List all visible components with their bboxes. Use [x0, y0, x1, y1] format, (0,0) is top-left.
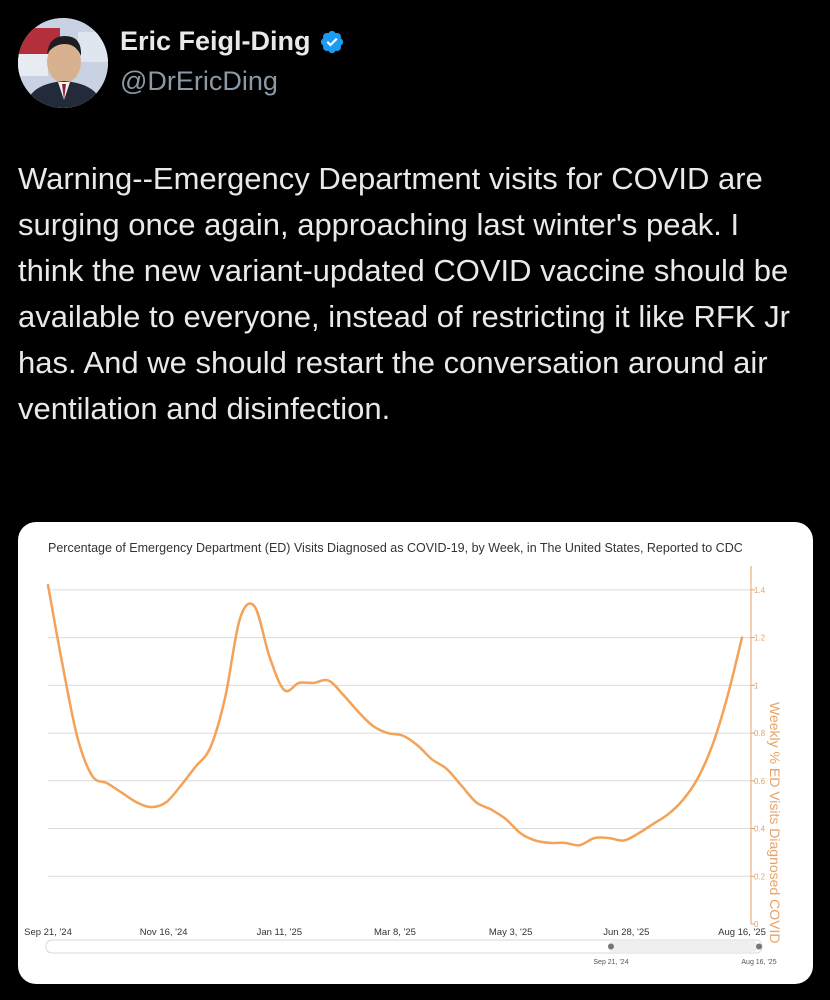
x-tick-label: Nov 16, '24: [139, 927, 188, 938]
y-tick-label: 0.2: [754, 872, 766, 882]
range-slider-end-handle[interactable]: [756, 944, 762, 950]
tweet-text: Warning--Emergency Department visits for COVID are surging once again, approaching last winter's peak. I think the new variant-updated COVID vaccine should be available to everyone, instead of restricting it like RFK Jr has. And we should restart the conversation around air ventilation and disinfection.: [18, 161, 790, 426]
avatar-photo: [18, 18, 108, 108]
range-end-label: Aug 16, '25: [741, 959, 777, 966]
x-tick-label: Aug 16, '25: [718, 927, 766, 938]
y-tick-label: 0.8: [754, 729, 766, 739]
x-tick-label: Jan 11, '25: [256, 927, 303, 938]
series-line: [48, 585, 742, 845]
range-start-label: Sep 21, '24: [593, 959, 629, 966]
y-axis-label: Weekly % ED Visits Diagnosed COVID: [767, 702, 783, 944]
author-name[interactable]: Eric Feigl-Ding: [120, 26, 311, 56]
chart-title: Percentage of Emergency Department (ED) Visits Diagnosed as COVID-19, by Week, in The United States, Reported to CDC: [48, 541, 743, 555]
range-slider-selection[interactable]: [608, 941, 758, 952]
x-tick-label: May 3, '25: [488, 927, 533, 938]
y-tick-label: 0: [754, 920, 759, 929]
ed-visits-chart: [18, 522, 813, 984]
y-tick-label: 1.4: [754, 585, 766, 595]
y-tick-label: 0.6: [754, 776, 766, 786]
author-handle[interactable]: @DrEricDing: [120, 66, 278, 96]
y-tick-label: 0.4: [754, 824, 766, 834]
range-slider-start-handle[interactable]: [608, 944, 614, 950]
avatar[interactable]: [18, 18, 108, 108]
x-tick-label: Sep 21, '24: [24, 927, 72, 938]
x-tick-label: Mar 8, '25: [374, 927, 416, 938]
verified-badge-icon: [319, 29, 345, 55]
chart-card[interactable]: [18, 522, 813, 984]
x-tick-label: Jun 28, '25: [603, 927, 650, 938]
y-tick-label: 1: [754, 681, 759, 691]
y-tick-label: 1.2: [754, 633, 766, 643]
